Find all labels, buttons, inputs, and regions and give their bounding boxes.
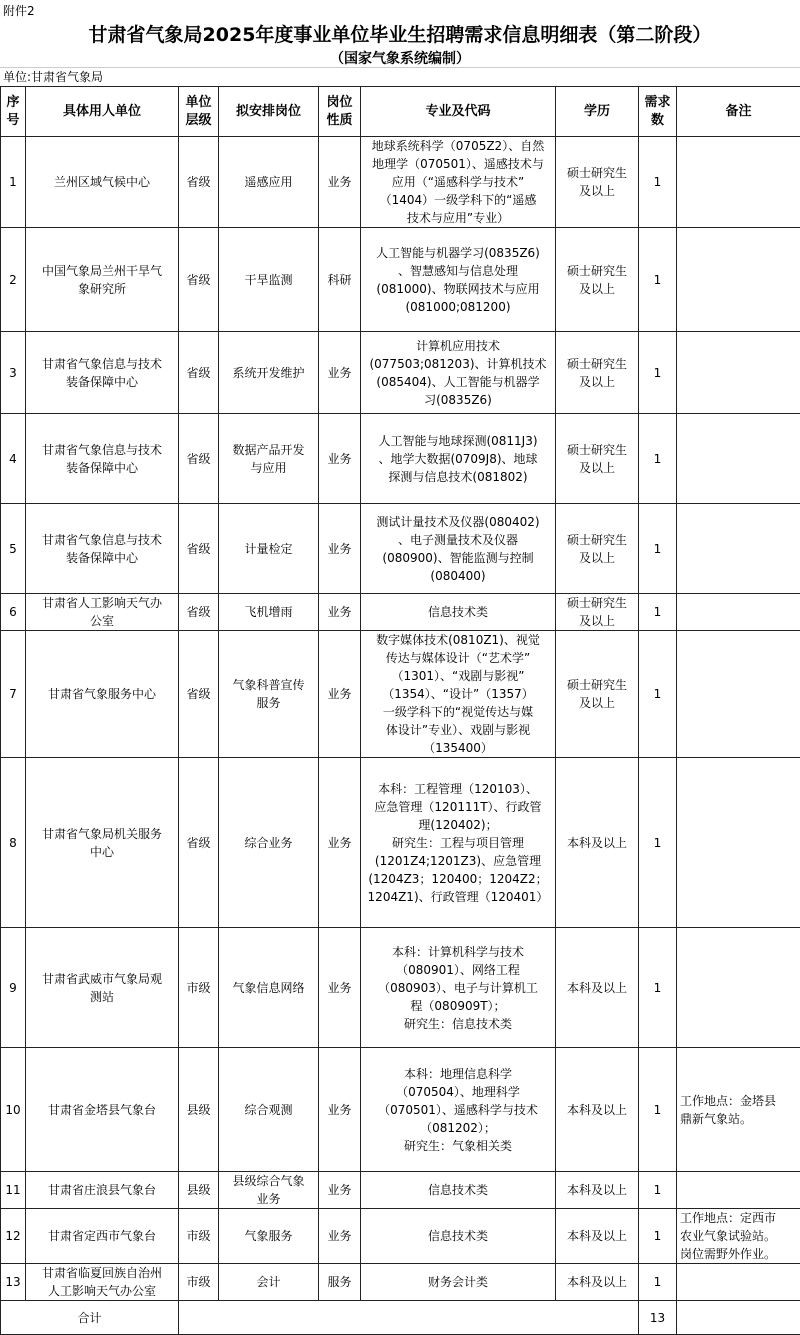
cell-remarks bbox=[677, 332, 800, 414]
cell-index: 2 bbox=[1, 228, 26, 332]
cell-count: 1 bbox=[639, 928, 677, 1048]
cell-unit-name: 兰州区域气候中心 bbox=[26, 137, 179, 228]
cell-index: 1 bbox=[1, 137, 26, 228]
cell-remarks bbox=[677, 228, 800, 332]
cell-education: 硕士研究生 及以上 bbox=[556, 228, 639, 332]
header-major-codes: 专业及代码 bbox=[361, 87, 556, 137]
cell-unit-level: 省级 bbox=[179, 228, 219, 332]
cell-position-type: 服务 bbox=[319, 1264, 361, 1301]
cell-remarks bbox=[677, 504, 800, 594]
cell-index: 7 bbox=[1, 631, 26, 758]
table-row bbox=[1, 631, 800, 758]
document-title: 甘肃省气象局2025年度事业单位毕业生招聘需求信息明细表（第二阶段） bbox=[0, 20, 800, 47]
cell-remarks bbox=[677, 1264, 800, 1301]
header-position-type: 岗位 性质 bbox=[319, 87, 361, 137]
cell-education: 硕士研究生 及以上 bbox=[556, 594, 639, 631]
cell-position: 综合观测 bbox=[219, 1048, 319, 1172]
table-row bbox=[1, 594, 800, 631]
cell-unit-name: 甘肃省金塔县气象台 bbox=[26, 1048, 179, 1172]
cell-position-type: 业务 bbox=[319, 1048, 361, 1172]
cell-position: 系统开发维护 bbox=[219, 332, 319, 414]
cell-count: 1 bbox=[639, 228, 677, 332]
table-row bbox=[1, 1209, 800, 1264]
cell-unit-level: 省级 bbox=[179, 137, 219, 228]
cell-position-type: 业务 bbox=[319, 1209, 361, 1264]
cell-unit-name: 中国气象局兰州干旱气 象研究所 bbox=[26, 228, 179, 332]
cell-major-codes: 本科：工程管理（120103）、 应急管理（120111T）、行政管 理(120402)； 研究生：工程与项目管理 (1201Z4;1201Z3)、应急管理 (1204Z3；120400；1204Z2； 1204Z1)、行政管理（120401） bbox=[361, 758, 556, 928]
total-row bbox=[1, 1301, 800, 1335]
cell-position-type: 业务 bbox=[319, 928, 361, 1048]
total-empty bbox=[179, 1301, 639, 1335]
recruitment-table bbox=[0, 86, 800, 1335]
cell-remarks bbox=[677, 137, 800, 228]
cell-count: 1 bbox=[639, 758, 677, 928]
cell-index: 4 bbox=[1, 414, 26, 504]
cell-position-type: 业务 bbox=[319, 594, 361, 631]
cell-unit-name: 甘肃省临夏回族自治州 人工影响天气办公室 bbox=[26, 1264, 179, 1301]
cell-major-codes: 测试计量技术及仪器(080402) 、电子测量技术及仪器 (080900)、智能监测与控制 (080400) bbox=[361, 504, 556, 594]
cell-position: 遥感应用 bbox=[219, 137, 319, 228]
cell-position-type: 业务 bbox=[319, 631, 361, 758]
cell-remarks bbox=[677, 414, 800, 504]
cell-unit-level: 市级 bbox=[179, 928, 219, 1048]
cell-count: 1 bbox=[639, 631, 677, 758]
header-unit-name: 具体用人单位 bbox=[26, 87, 179, 137]
cell-education: 硕士研究生 及以上 bbox=[556, 137, 639, 228]
cell-count: 1 bbox=[639, 332, 677, 414]
cell-education: 本科及以上 bbox=[556, 928, 639, 1048]
cell-major-codes: 信息技术类 bbox=[361, 594, 556, 631]
table-row bbox=[1, 137, 800, 228]
cell-major-codes: 人工智能与机器学习(0835Z6) 、智慧感知与信息处理 (081000)、物联网技术与应用 (081000;081200) bbox=[361, 228, 556, 332]
table-row bbox=[1, 332, 800, 414]
cell-count: 1 bbox=[639, 1172, 677, 1209]
cell-unit-level: 省级 bbox=[179, 332, 219, 414]
cell-position-type: 业务 bbox=[319, 758, 361, 928]
table-row bbox=[1, 928, 800, 1048]
cell-index: 10 bbox=[1, 1048, 26, 1172]
table-row bbox=[1, 504, 800, 594]
cell-education: 硕士研究生 及以上 bbox=[556, 631, 639, 758]
cell-major-codes: 数字媒体技术(0810Z1)、视觉 传达与媒体设计（“艺术学” （1301）、“戏剧与影视” （1354）、“设计”（1357） 一级学科下的“视觉传达与媒 体设计”专业）、戏剧与影视 （135400） bbox=[361, 631, 556, 758]
cell-position: 数据产品开发 与应用 bbox=[219, 414, 319, 504]
cell-remarks bbox=[677, 758, 800, 928]
cell-position-type: 业务 bbox=[319, 332, 361, 414]
cell-education: 硕士研究生 及以上 bbox=[556, 504, 639, 594]
cell-unit-name: 甘肃省武威市气象局观 测站 bbox=[26, 928, 179, 1048]
cell-unit-name: 甘肃省人工影响天气办 公室 bbox=[26, 594, 179, 631]
header-remarks: 备注 bbox=[677, 87, 800, 137]
table-row bbox=[1, 1172, 800, 1209]
cell-education: 本科及以上 bbox=[556, 1264, 639, 1301]
cell-position: 会计 bbox=[219, 1264, 319, 1301]
cell-education: 本科及以上 bbox=[556, 758, 639, 928]
cell-position-type: 科研 bbox=[319, 228, 361, 332]
table-row bbox=[1, 228, 800, 332]
cell-education: 本科及以上 bbox=[556, 1172, 639, 1209]
cell-unit-level: 市级 bbox=[179, 1209, 219, 1264]
cell-position-type: 业务 bbox=[319, 414, 361, 504]
cell-unit-name: 甘肃省气象服务中心 bbox=[26, 631, 179, 758]
cell-index: 5 bbox=[1, 504, 26, 594]
cell-unit-name: 甘肃省气象局机关服务 中心 bbox=[26, 758, 179, 928]
table-row bbox=[1, 414, 800, 504]
cell-remarks bbox=[677, 928, 800, 1048]
total-remarks bbox=[677, 1301, 800, 1335]
cell-education: 本科及以上 bbox=[556, 1048, 639, 1172]
cell-major-codes: 本科：计算机科学与技术 （080901）、网络工程 （080903）、电子与计算机工 程（080909T）； 研究生：信息技术类 bbox=[361, 928, 556, 1048]
cell-position: 计量检定 bbox=[219, 504, 319, 594]
cell-major-codes: 信息技术类 bbox=[361, 1209, 556, 1264]
cell-major-codes: 本科：地理信息科学 （070504）、地理科学 （070501）、遥感科学与技术 （081202）； 研究生：气象相关类 bbox=[361, 1048, 556, 1172]
table-row bbox=[1, 1264, 800, 1301]
cell-index: 9 bbox=[1, 928, 26, 1048]
cell-index: 12 bbox=[1, 1209, 26, 1264]
cell-index: 6 bbox=[1, 594, 26, 631]
cell-unit-level: 县级 bbox=[179, 1048, 219, 1172]
cell-major-codes: 计算机应用技术 (077503;081203)、计算机技术 (085404)、人工智能与机器学 习(0835Z6) bbox=[361, 332, 556, 414]
cell-major-codes: 地球系统科学（0705Z2）、自然 地理学（070501）、遥感技术与 应用（“遥感科学与技术” （1404）一级学科下的“遥感 技术与应用”专业） bbox=[361, 137, 556, 228]
cell-unit-level: 县级 bbox=[179, 1172, 219, 1209]
table-row bbox=[1, 758, 800, 928]
cell-unit-level: 省级 bbox=[179, 504, 219, 594]
total-label: 合计 bbox=[1, 1301, 179, 1335]
cell-unit-name: 甘肃省气象信息与技术 装备保障中心 bbox=[26, 414, 179, 504]
cell-major-codes: 财务会计类 bbox=[361, 1264, 556, 1301]
cell-unit-level: 市级 bbox=[179, 1264, 219, 1301]
header-index: 序 号 bbox=[1, 87, 26, 137]
cell-count: 1 bbox=[639, 137, 677, 228]
cell-remarks bbox=[677, 631, 800, 758]
attachment-label: 附件2 bbox=[3, 2, 35, 19]
cell-index: 11 bbox=[1, 1172, 26, 1209]
table-row bbox=[1, 1048, 800, 1172]
cell-major-codes: 信息技术类 bbox=[361, 1172, 556, 1209]
cell-position: 飞机增雨 bbox=[219, 594, 319, 631]
cell-education: 硕士研究生 及以上 bbox=[556, 414, 639, 504]
cell-position: 气象科普宣传 服务 bbox=[219, 631, 319, 758]
unit-label: 单位:甘肃省气象局 bbox=[0, 67, 800, 86]
cell-index: 8 bbox=[1, 758, 26, 928]
cell-unit-name: 甘肃省气象信息与技术 装备保障中心 bbox=[26, 504, 179, 594]
cell-unit-level: 省级 bbox=[179, 594, 219, 631]
cell-remarks bbox=[677, 594, 800, 631]
cell-count: 1 bbox=[639, 504, 677, 594]
total-count: 13 bbox=[639, 1301, 677, 1335]
cell-unit-level: 省级 bbox=[179, 631, 219, 758]
cell-position: 气象服务 bbox=[219, 1209, 319, 1264]
cell-count: 1 bbox=[639, 1209, 677, 1264]
header-position: 拟安排岗位 bbox=[219, 87, 319, 137]
cell-index: 13 bbox=[1, 1264, 26, 1301]
document-subtitle: （国家气象系统编制） bbox=[0, 48, 800, 68]
header-education: 学历 bbox=[556, 87, 639, 137]
cell-count: 1 bbox=[639, 594, 677, 631]
cell-major-codes: 人工智能与地球探测(0811J3) 、地学大数据(0709J8)、地球 探测与信息技术(081802) bbox=[361, 414, 556, 504]
cell-position-type: 业务 bbox=[319, 504, 361, 594]
cell-unit-name: 甘肃省气象信息与技术 装备保障中心 bbox=[26, 332, 179, 414]
header-unit-level: 单位 层级 bbox=[179, 87, 219, 137]
cell-index: 3 bbox=[1, 332, 26, 414]
cell-count: 1 bbox=[639, 414, 677, 504]
cell-position-type: 业务 bbox=[319, 1172, 361, 1209]
cell-count: 1 bbox=[639, 1264, 677, 1301]
cell-unit-name: 甘肃省定西市气象台 bbox=[26, 1209, 179, 1264]
cell-position: 县级综合气象 业务 bbox=[219, 1172, 319, 1209]
cell-remarks: 工作地点：金塔县 鼎新气象站。 bbox=[677, 1048, 800, 1172]
cell-remarks bbox=[677, 1172, 800, 1209]
cell-count: 1 bbox=[639, 1048, 677, 1172]
cell-position-type: 业务 bbox=[319, 137, 361, 228]
cell-remarks: 工作地点：定西市 农业气象试验站。 岗位需野外作业。 bbox=[677, 1209, 800, 1264]
cell-education: 硕士研究生 及以上 bbox=[556, 332, 639, 414]
cell-position: 综合业务 bbox=[219, 758, 319, 928]
cell-education: 本科及以上 bbox=[556, 1209, 639, 1264]
cell-unit-name: 甘肃省庄浪县气象台 bbox=[26, 1172, 179, 1209]
cell-position: 气象信息网络 bbox=[219, 928, 319, 1048]
cell-unit-level: 省级 bbox=[179, 414, 219, 504]
header-count: 需求 数 bbox=[639, 87, 677, 137]
cell-unit-level: 省级 bbox=[179, 758, 219, 928]
cell-position: 干旱监测 bbox=[219, 228, 319, 332]
